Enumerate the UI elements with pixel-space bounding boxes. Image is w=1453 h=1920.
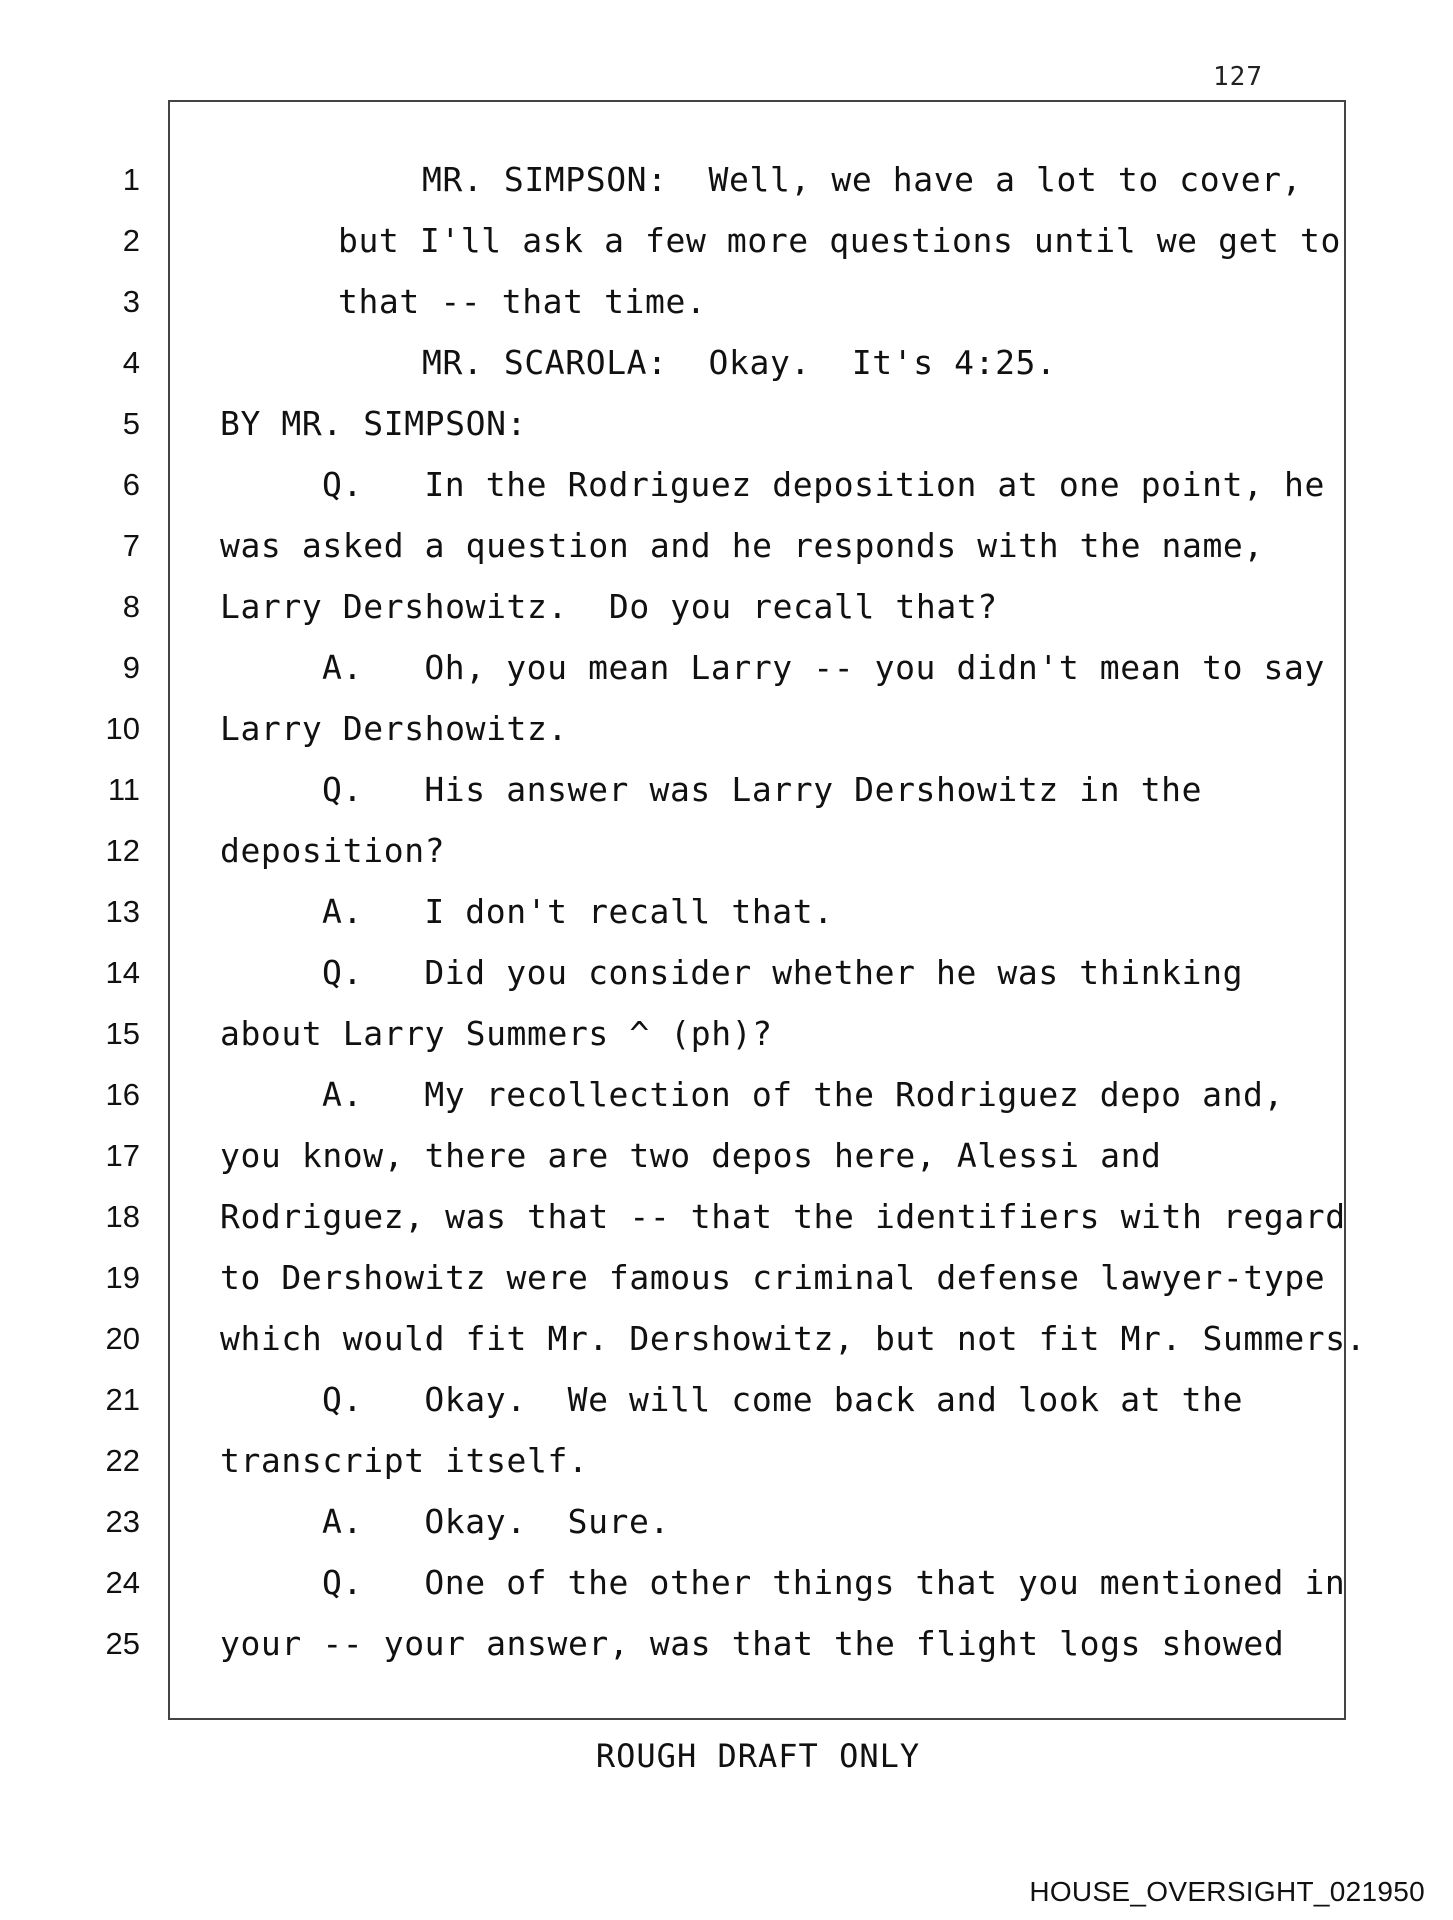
page-number: 127 [1213,62,1263,92]
line-number: 1 [122,162,140,197]
transcript-line: MR. SIMPSON: Well, we have a lot to cover, [422,160,1303,199]
transcript-line: deposition? [220,831,446,870]
line-number: 19 [105,1260,140,1295]
transcript-line: Larry Dershowitz. [220,709,568,748]
line-number: 17 [105,1138,140,1173]
transcript-line: Q. In the Rodriguez deposition at one point, he [322,465,1325,504]
transcript-line: that -- that time. [338,282,707,321]
line-number: 8 [122,589,140,624]
transcript-line: Larry Dershowitz. Do you recall that? [220,587,998,626]
line-number: 25 [105,1626,140,1661]
line-number: 21 [105,1382,140,1417]
line-number: 13 [105,894,140,929]
transcript-line: Q. Did you consider whether he was thinking [322,953,1244,992]
transcript-line: transcript itself. [220,1441,589,1480]
line-number: 4 [122,345,140,380]
transcript-line: Q. One of the other things that you mentioned in [322,1563,1346,1602]
transcript-line: but I'll ask a few more questions until we get to [338,221,1341,260]
transcript-line: your -- your answer, was that the flight logs showed [220,1624,1285,1663]
line-number: 24 [105,1565,140,1600]
line-number: 5 [122,406,140,441]
rough-draft-label: ROUGH DRAFT ONLY [595,1737,921,1775]
transcript-line: BY MR. SIMPSON: [220,404,528,443]
transcript-line: A. My recollection of the Rodriguez depo and, [322,1075,1284,1114]
line-number: 11 [107,772,140,807]
transcript-line: MR. SCAROLA: Okay. It's 4:25. [422,343,1057,382]
transcript-line: Rodriguez, was that -- that the identifiers with regard [220,1197,1346,1236]
transcript-line: which would fit Mr. Dershowitz, but not fit Mr. Summers. [220,1319,1367,1358]
line-number: 3 [122,284,140,319]
line-number: 15 [105,1016,140,1051]
transcript-line: you know, there are two depos here, Alessi and [220,1136,1162,1175]
line-number: 12 [105,833,140,868]
line-number: 6 [122,467,140,502]
line-number: 22 [105,1443,140,1478]
transcript-line: A. Oh, you mean Larry -- you didn't mean to say [322,648,1325,687]
transcript-line: Q. His answer was Larry Dershowitz in the [322,770,1203,809]
transcript-line: about Larry Summers ^ (ph)? [220,1014,773,1053]
transcript-line: to Dershowitz were famous criminal defense lawyer-type [220,1258,1326,1297]
line-number: 2 [122,223,140,258]
transcript-line: A. I don't recall that. [322,892,834,931]
line-number: 14 [105,955,140,990]
transcript-line: Q. Okay. We will come back and look at the [322,1380,1244,1419]
line-number: 20 [105,1321,140,1356]
line-number: 23 [105,1504,140,1539]
bates-number: HOUSE_OVERSIGHT_021950 [1029,1876,1425,1907]
line-number: 10 [105,711,140,746]
transcript-line: A. Okay. Sure. [322,1502,670,1541]
line-number: 7 [122,528,140,563]
line-number: 16 [105,1077,140,1112]
line-number: 9 [122,650,140,685]
transcript-line: was asked a question and he responds with the name, [220,526,1264,565]
line-number: 18 [105,1199,140,1234]
